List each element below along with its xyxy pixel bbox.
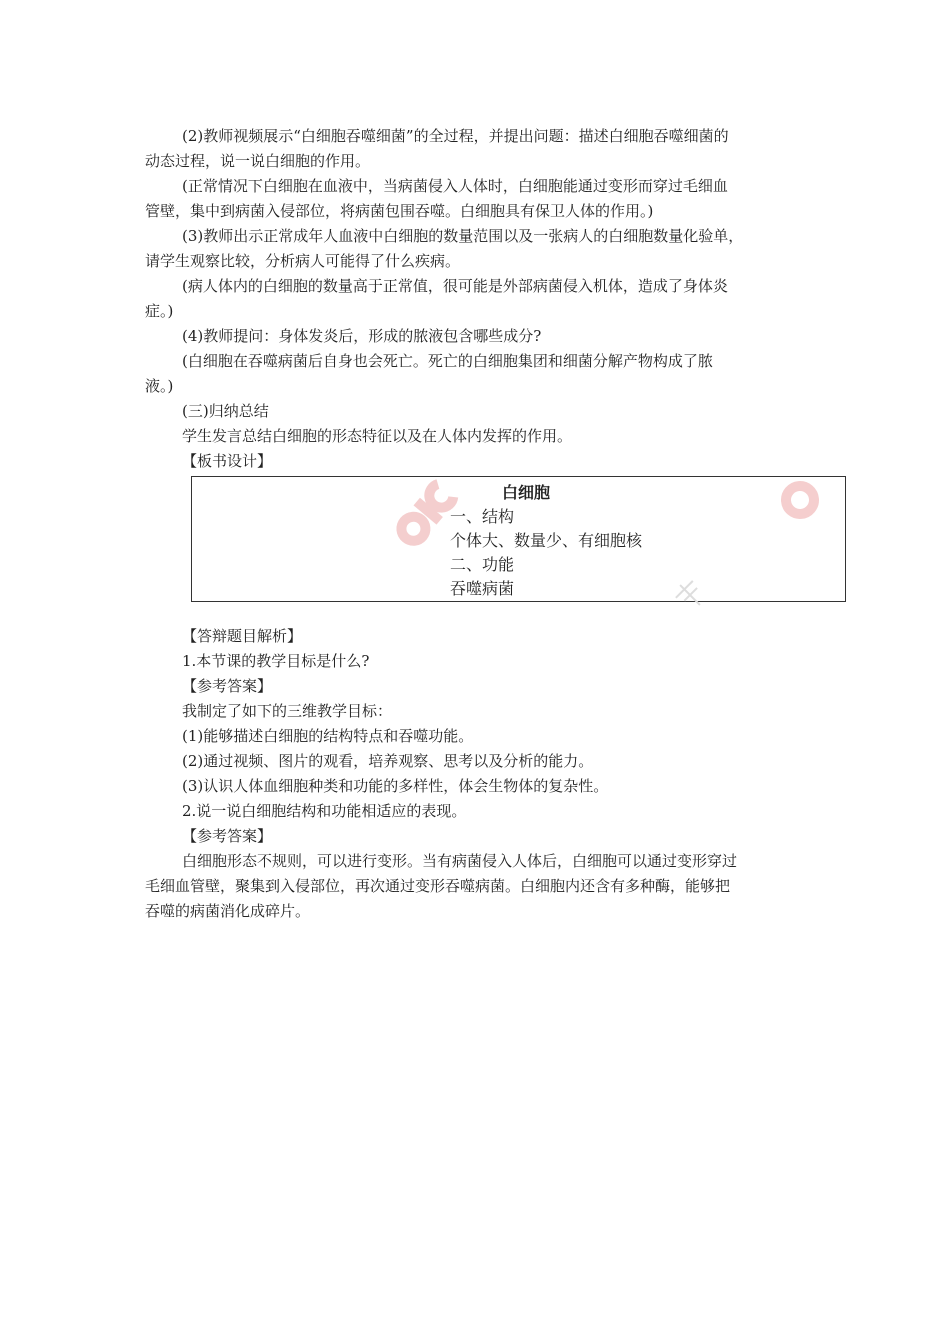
board-item: 吞噬病菌 [450,579,515,598]
section-heading: 【答辩题目解析】 [182,627,303,645]
paragraph-line: 症。) [145,302,174,320]
paragraph-line: 管壁，集中到病菌入侵部位，将病菌包围吞噬。白细胞具有保卫人体的作用。) [145,202,654,220]
watermark-mark [670,575,710,615]
section-heading: 【板书设计】 [182,452,273,470]
watermark-mark [765,465,835,535]
board-item: 一、结构 [450,507,515,526]
paragraph-line: (病人体内的白细胞的数量高于正常值，很可能是外部病菌侵入机体，造成了身体炎 [182,277,728,295]
document-body [145,124,810,474]
watermark-mark [385,470,465,560]
answer-line: (1)能够描述白细胞的结构特点和吞噬功能。 [182,727,474,745]
section-heading: 【参考答案】 [182,677,273,695]
board-item: 个体大、数量少、有细胞核 [450,531,643,550]
answer-line: 毛细血管壁，聚集到入侵部位，再次通过变形吞噬病菌。白细胞内还含有多种酶，能够把 [145,877,731,895]
question-line: 2.说一说白细胞结构和功能相适应的表现。 [182,802,467,820]
paragraph-line: 请学生观察比较，分析病人可能得了什么疾病。 [145,252,461,270]
board-item: 二、功能 [450,555,515,574]
answer-line: 我制定了如下的三维教学目标： [182,702,393,720]
answer-line: (2)通过视频、图片的观看，培养观察、思考以及分析的能力。 [182,752,594,770]
paragraph-line: (正常情况下白细胞在血液中，当病菌侵入人体时，白细胞能通过变形而穿过毛细血 [182,177,728,195]
paragraph-line: 液。) [145,377,174,395]
paragraph-line: (白细胞在吞噬病菌后自身也会死亡。死亡的白细胞集团和细菌分解产物构成了脓 [182,352,713,370]
blackboard-design-box [191,476,846,602]
paragraph-line: (4)教师提问：身体发炎后，形成的脓液包含哪些成分? [182,327,542,345]
answer-line: 白细胞形态不规则，可以进行变形。当有病菌侵入人体后，白细胞可以通过变形穿过 [182,852,738,870]
answer-line: (3)认识人体血细胞种类和功能的多样性，体会生物体的复杂性。 [182,777,609,795]
paragraph-line: 动态过程，说一说白细胞的作用。 [145,152,371,170]
paragraph-line: 学生发言总结白细胞的形态特征以及在人体内发挥的作用。 [182,427,573,445]
section-heading: (三)归纳总结 [182,402,269,420]
qa-section [145,624,810,924]
question-line: 1.本节课的教学目标是什么? [182,652,370,670]
section-heading: 【参考答案】 [182,827,273,845]
paragraph-line: (2)教师视频展示“白细胞吞噬细菌”的全过程，并提出问题：描述白细胞吞噬细菌的 [182,127,729,145]
board-title: 白细胞 [502,483,551,502]
answer-line: 吞噬的病菌消化成碎片。 [145,902,311,920]
paragraph-line: (3)教师出示正常成年人血液中白细胞的数量范围以及一张病人的白细胞数量化验单， [182,227,744,245]
